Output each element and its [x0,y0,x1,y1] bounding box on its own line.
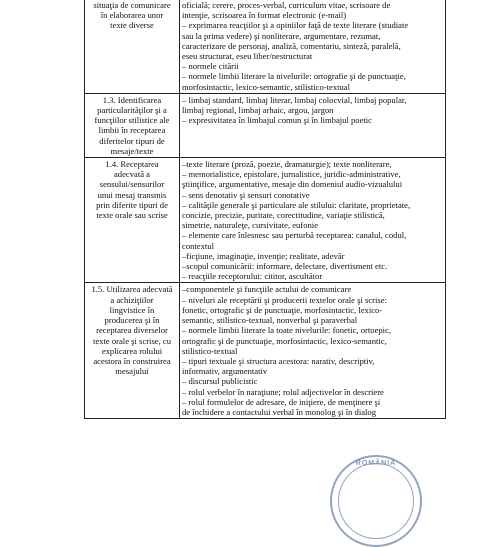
competency-cell [85,0,180,93]
competency-line: diferitelor tipuri de [99,135,165,146]
competency-line: funcţiilor stilistice ale [94,115,170,126]
content-line: –componentele şi funcţiile actului de comunicare [182,284,352,295]
content-line: – memorialistice, epistolare, jurnalistice, juridic-administrative, [182,169,401,180]
content-line: contextul [182,240,214,251]
content-line: informativ, argumentativ [182,366,268,377]
competency-line: 1.3. Identificarea [102,94,162,105]
content-line: – normele citării [182,61,239,72]
content-line: semantic, stilistico-textual, nonverbal şi paraverbal [182,315,358,326]
competency-line: situaţia de comunicare [93,0,171,10]
competency-line: 1.4. Receptarea [105,159,159,170]
content-line: – reacţiile receptorului: cititor, ascultător [182,271,323,282]
content-line: concizie, precizie, puritate, corectitudine, variaţie stilistică, [182,210,385,221]
competency-line: receptarea diverselor [96,325,168,336]
competency-line: producerea şi în [104,315,160,326]
competency-line: mesaje/texte [110,145,154,156]
content-line: sau la prima vedere) şi nonliterare, argumentare, rezumat, [182,30,381,41]
table-row [85,93,446,157]
curriculum-table [84,0,446,419]
content-line: –scopul comunicării: informare, delectare, divertisment etc. [182,261,388,272]
content-line: – niveluri ale receptării şi producerii textelor orale şi scrise: [182,294,387,305]
competency-line: limbii în receptarea [98,125,166,136]
content-line: ştiinţifice, argumentative, mesaje din domeniul audio-vizualului [182,179,403,190]
table-row [85,0,446,93]
content-line: stilistico-textual [182,345,238,356]
content-line: – normele limbii literare la nivelurile: ortografie şi de punctuaţie, [182,71,406,82]
content-line: – tipuri textuale şi structura acestora: narativ, descriptiv, [182,355,375,366]
competency-line: prin diferite tipuri de [96,199,168,210]
competency-line: particularităţilor şi a [97,105,167,116]
content-line: –ficţiune, imaginaţie, invenţie; realitate, adevăr [182,250,345,261]
content-line: – rolul verbelor în naraţiune; rolul adjectivelor în descriere [182,386,384,397]
content-line: simetrie, naturaleţe, cursivitate, eufonie [182,220,319,231]
competency-line: mesajului [115,366,149,377]
stamp-inner-ring [338,463,414,539]
competency-line: a achiziţiilor [110,294,154,305]
content-line: de închidere a contactului verbal în monolog şi în dialog [182,406,377,417]
competency-cell [85,283,180,419]
content-line: – sens denotativ şi sensuri conotative [182,189,310,200]
content-line: fonetic, ortografic şi de punctuaţie, morfosintactic, lexico- [182,304,383,315]
content-line: eseu structurat, eseu liber/nestructurat [182,51,313,62]
content-line: ortografic şi de punctuaţie, morfosintactic, lexico-semantic, [182,335,387,346]
competency-line: 1.5. Utilizarea adecvată [91,284,173,295]
content-cell [180,158,446,283]
content-line: caracterizare de personaj, analiză, comentariu, sinteză, paralelă, [182,40,401,51]
content-line: morfosintactic, lexico-semantic, stilistico-textual [182,81,351,92]
competency-cell [85,93,180,157]
competency-line: texte orale sau scrise [96,210,168,221]
official-stamp [330,455,422,547]
competency-line: texte diverse [110,20,154,31]
content-cell [180,0,446,93]
content-cell [180,283,446,419]
content-line: – normele limbii literare la toate nivelurile: fonetic, ortoepic, [182,325,392,336]
competency-line: în elaborarea unor [100,10,164,21]
content-line: – calităţile generale şi particulare ale stilului: claritate, proprietate, [182,199,411,210]
competency-line: unui mesaj transmis [97,189,167,200]
content-line: –texte literare (proză, poezie, dramaturgie); texte nonliterare, [182,159,392,170]
stamp-text: ROMÂNIA [355,460,397,467]
content-line: intenţie, scrisoarea în format electronic (e-mail) [182,10,347,21]
competency-line: sensului/sensurilor [99,179,165,190]
curriculum-table-body [85,0,446,419]
competency-cell [85,158,180,283]
content-line: – limbaj standard, limbaj literar, limbaj colocvial, limbaj popular, [182,94,407,105]
content-line: – elemente care înlesnesc sau perturbă receptarea: canalul, codul, [182,230,407,241]
content-line: limbaj regional, limbaj arhaic, argou, jargon [182,105,334,116]
competency-line: explicarea rolului [101,345,163,356]
content-line: – rolul formulelor de adresare, de iniţiere, de menţinere şi [182,396,381,407]
competency-line: acestora în construirea [93,355,171,366]
content-line: oficială; cerere, proces-verbal, curriculum vitae, scrisoare de [182,0,391,10]
table-row [85,283,446,419]
competency-line: texte orale şi scrise, cu [92,335,172,346]
table-row [85,158,446,283]
content-cell [180,93,446,157]
content-line: – discursul publicistic [182,376,258,387]
competency-line: lingvistice în [109,304,155,315]
content-line: – expresivitatea în limbajul comun şi în limbajul poetic [182,115,372,126]
content-line: – exprimarea reacţiilor şi a opiniilor faţă de texte literare (studiate [182,20,409,31]
competency-line: adecvată a [113,169,151,180]
